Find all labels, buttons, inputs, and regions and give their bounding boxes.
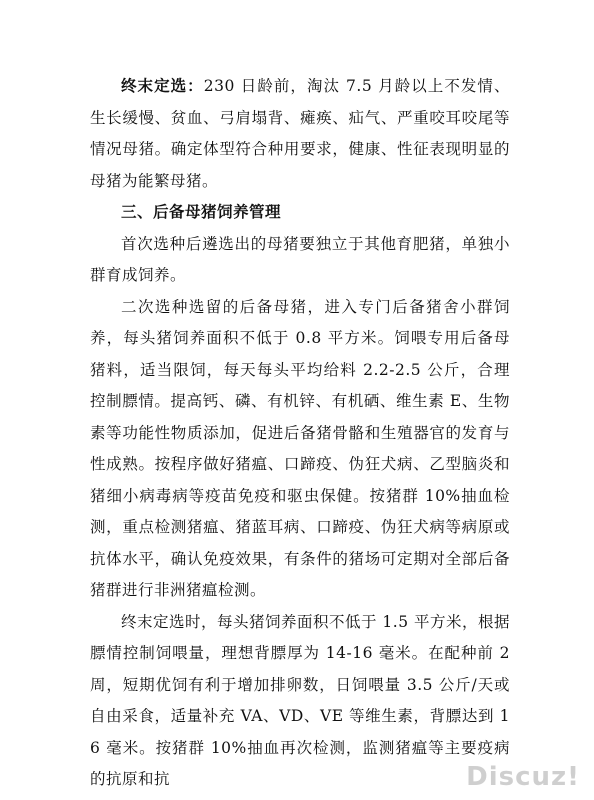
final-selection-label: 终末定选： (121, 76, 204, 95)
paragraph-final-selection-feeding: 终末定选时，每头猪饲养面积不低于 1.5 平方米，根据膘情控制饲喂量，理想背膘厚为 14-16 毫米。在配种前 2 周，短期优饲有利于增加排卵数，日饲喂量 3.5 公斤/天或自由采食，适量补充 VA、VD、VE 等维生素，背膘达到 16 毫米。按猪群 10%抽血再次检测，监测猪瘟等主要疫病的抗原和抗 (90, 612, 511, 788)
paragraph-second-selection: 二次选种选留的后备母猪，进入专门后备猪舍小群饲养，每头猪饲养面积不低于 0.8 平方米。饲喂专用后备母猪料，适当限饲，每天每头平均给料 2.2-2.5 公斤，合理控制膘情。提高钙、磷、有机锌、有机硒、维生素 E、生物素等功能性物质添加，促进后备猪骨骼和生殖器官的发育与性成熟。按程序做好猪瘟、口蹄疫、伪狂犬病、乙型脑炎和猪细小病毒病等疫苗免疫和驱虫保健。按猪群 10%抽血检测，重点检测猪瘟、猪蓝耳病、口蹄疫、伪狂犬病等病原或抗体水平，确认免疫效果，有条件的猪场可定期对全部后备猪群进行非洲猪瘟检测。 (90, 297, 510, 599)
paragraph-first-selection: 首次选种后遴选出的母猪要独立于其他育肥猪，单独小群育成饲养。 (90, 234, 510, 284)
discuz-watermark-logo: Discuz! (466, 762, 580, 792)
section-heading-reserve-sow-management: 三、后备母猪饲养管理 (121, 203, 282, 221)
paragraph-final-selection (90, 70, 510, 197)
final-selection-text: 230 日龄前，淘汰 7.5 月龄以上不发情、生长缓慢、贫血、弓肩塌背、瘫痪、疝气、严重咬耳咬尾等情况母猪。确定体型符合种用要求，健康、性征表现明显的母猪为能繁母猪。 (90, 77, 510, 190)
document-body (90, 70, 510, 796)
